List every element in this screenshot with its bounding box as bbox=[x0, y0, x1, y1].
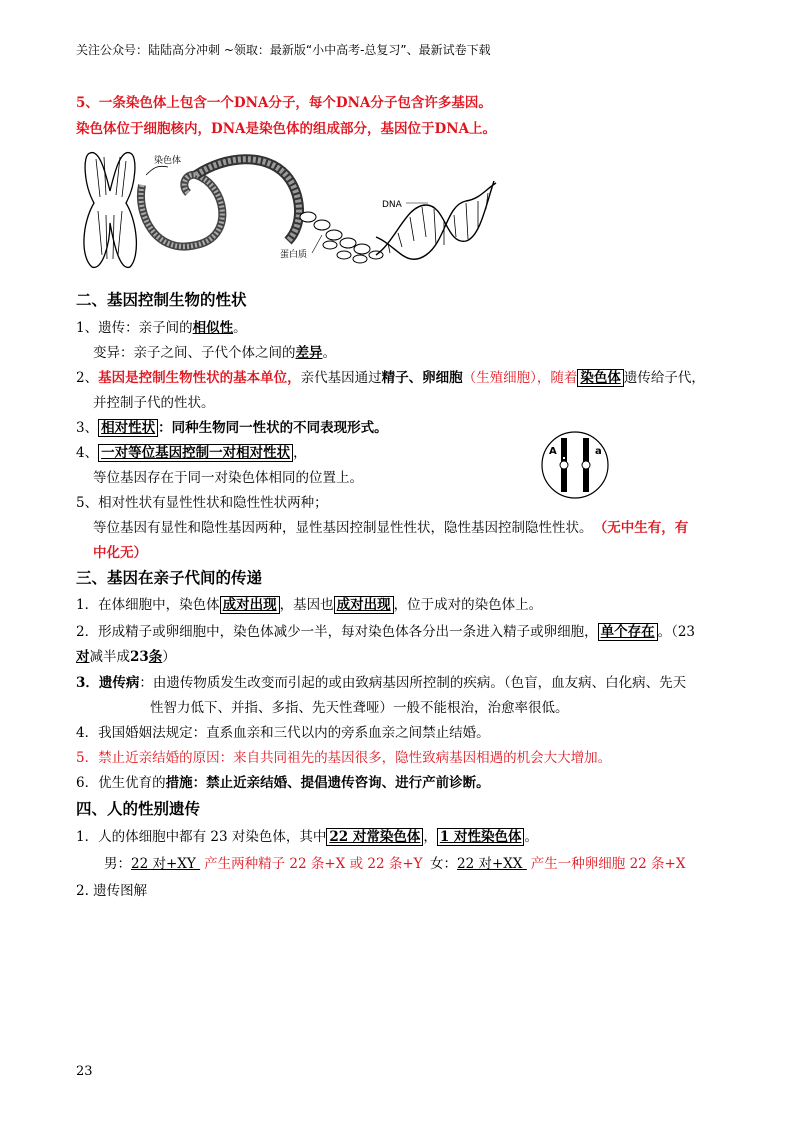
s2-item-5: 5、相对性状有显性性状和隐性性状两种； bbox=[76, 495, 328, 511]
s2-item-2: 2、基因是控制生物性状的基本单位，亲代基因通过精子、卵细胞（生殖细胞），随着 染色体 遗传给子代， bbox=[76, 370, 705, 386]
intro-line-2: 染色体位于细胞核内，DNA是染色体的组成部分，基因位于DNA上。 bbox=[76, 121, 497, 137]
allele-dominant-label: A bbox=[549, 446, 557, 457]
s2-item-1: 1、遗传：亲子间的相似性。 bbox=[76, 320, 247, 336]
s3-item-5: 5．禁止近亲结婚的原因：来自共同祖先的基因很多，隐性致病基因相遇的机会大大增加。 bbox=[76, 750, 612, 766]
page-number: 23 bbox=[76, 1064, 93, 1079]
figure-label-protein: 蛋白质 bbox=[280, 250, 308, 260]
chromosome-icon bbox=[84, 153, 136, 268]
nucleosome-beads bbox=[300, 212, 383, 263]
section-4-title: 四、人的性别遗传 bbox=[76, 800, 201, 818]
s2-item-4-line2: 等位基因存在于同一对染色体相同的位置上。 bbox=[93, 470, 363, 486]
dna-helix-icon bbox=[376, 181, 496, 259]
s4-item-1: 1．人的体细胞中都有 23 对染色体，其中 22 对常染色体 ， 1 对性染色体 。 bbox=[76, 829, 538, 845]
s3-item-3-line2: 性智力低下、并指、多指、先天性聋哑）一般不能根治，治愈率很低。 bbox=[150, 700, 569, 716]
s3-item-6: 6．优生优育的措施：禁止近亲结婚、提倡遗传咨询、进行产前诊断。 bbox=[76, 775, 490, 791]
intro-line-1: 5、一条染色体上包含一个DNA分子，每个DNA分子包含许多基因。 bbox=[76, 95, 492, 111]
figure-label-chromosome: 染色体 bbox=[154, 156, 182, 166]
s3-item-1: 1．在体细胞中，染色体 成对出现 ，基因也 成对出现 ，位于成对的染色体上。 bbox=[76, 597, 543, 613]
section-3-title: 三、基因在亲子代间的传递 bbox=[76, 569, 263, 587]
s3-item-4: 4．我国婚姻法规定：直系血亲和三代以内的旁系血亲之间禁止结婚。 bbox=[76, 725, 490, 741]
s2-item-5-line2: 等位基因有显性和隐性基因两种，显性基因控制显性性状，隐性基因控制隐性性状。 （无中生有，有 bbox=[93, 520, 689, 536]
chromosome-dna-figure bbox=[76, 145, 506, 275]
figure-label-dna: DNA bbox=[382, 200, 402, 210]
s2-item-2-line2: 并控制子代的性状。 bbox=[93, 395, 215, 411]
s2-item-3: 3、 相对性状 ：同种生物同一性状的不同表现形式。 bbox=[76, 420, 388, 436]
allele-pair-diagram bbox=[540, 430, 610, 500]
s2-item-1b: 变异：亲子之间、子代个体之间的差异。 bbox=[93, 345, 336, 361]
section-2-title: 二、基因控制生物的性状 bbox=[76, 291, 247, 309]
page-header: 关注公众号：陆陆高分冲刺 ~领取：最新版“小中高考-总复习”、最新试卷下载 bbox=[76, 43, 491, 57]
s3-item-3: 3．遗传病：由遗传物质发生改变而引起的或由致病基因所控制的疾病。（色盲，血友病、白化病、先天 bbox=[76, 675, 687, 691]
s2-item-4: 4、 一对等位基因控制一对相对性状 ， bbox=[76, 445, 307, 461]
s4-male-line: 男：22 对+XY 产生两种精子 22 条+X 或 22 条+Y bbox=[104, 856, 423, 872]
s2-item-5-line3: 中化无） bbox=[93, 545, 147, 561]
allele-recessive-label: a bbox=[595, 446, 602, 457]
s4-female-line: 女：22 对+XX 产生一种卵细胞 22 条+X bbox=[430, 856, 686, 872]
s4-item-2: 2. 遗传图解 bbox=[76, 883, 148, 899]
s3-item-2-line2: 对减半成23条） bbox=[76, 649, 176, 665]
chromatin-coil bbox=[141, 159, 299, 246]
s3-item-2: 2．形成精子或卵细胞中，染色体减少一半，每对染色体各分出一条进入精子或卵细胞， 单个存在 。（23 bbox=[76, 624, 696, 640]
